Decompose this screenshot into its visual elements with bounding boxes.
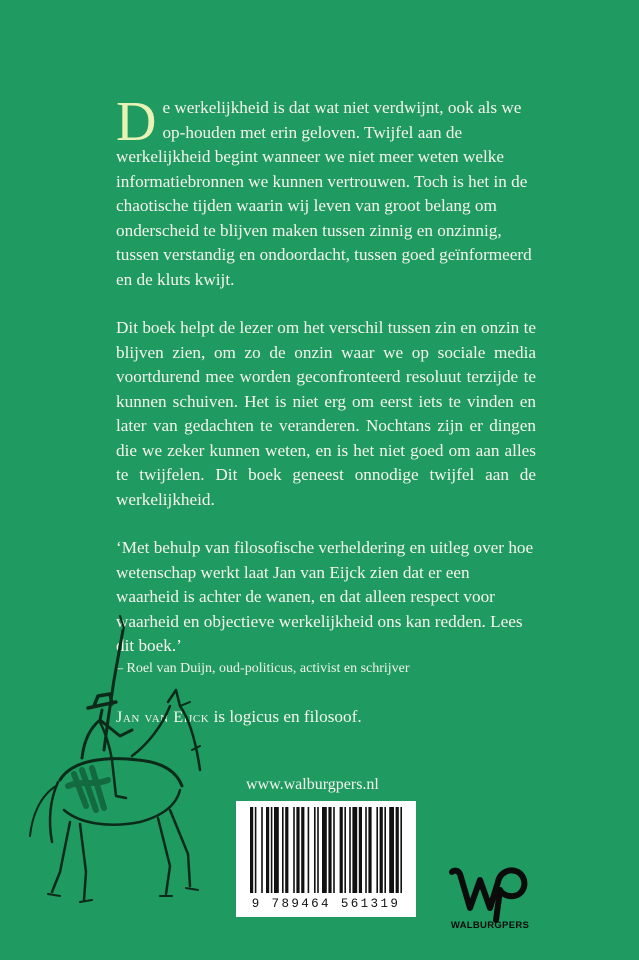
isbn-barcode [236,801,416,917]
drop-cap: D [116,91,157,153]
publisher-website: www.walburgpers.nl [246,776,379,793]
isbn-digits: 9 789464 561319 [251,897,401,911]
quote-attribution: – Roel van Duijn, oud-politicus, activist en schrijver [116,660,410,676]
wp-monogram-icon [448,862,530,926]
body-paragraph: Dit boek helpt de lezer om het verschil tussen zin en onzin te blijven zien, om zo de onzin waar we op sociale media voortdurend mee worden geconfronteerd resoluut terzijde te kunnen schuiven. Het is niet erg om eerst iets te vinden en later van gedachten te veranderen. Nochtans zijn er dingen die we zeker kunnen weten, en is het niet goed om aan alles te twijfelen. Dit boek geneest onnodige twijfel aan de werkelijkheid. [116,318,536,509]
don-quixote-sketch-icon [20,610,230,910]
intro-text: e werkelijkheid is dat wat niet verdwijnt, ook als we op-houden met erin geloven. Twijfel aan de werkelijkheid begint wanneer we niet meer weten welke informatiebronnen we kunnen vertrouwen. Toch is het in de chaotische tijden waarin wij leven van groot belang om onderscheid te blijven maken tussen zinnig en onzinnig, tussen verstandig en ondoordacht, tussen goed geïnformeerd en de kluts kwijt. [116,98,532,289]
author-description: is logicus en filosoof. [209,706,362,726]
barcode-icon [236,801,416,897]
endorsement-quote: ‘Met behulp van filosofische verheldering en uitleg over hoe wetenschap werkt laat Jan van Eijck zien dat er een waarheid is achter de wanen, en dat alleen respect voor waarheid en objectieve werkelijkheid ons kan redden. Lees dit boek.’ [116,538,534,655]
author-name: Jan van Eijck [116,708,210,726]
intro-paragraph [116,91,536,292]
publisher-name: WALBURGPERS [450,920,530,931]
